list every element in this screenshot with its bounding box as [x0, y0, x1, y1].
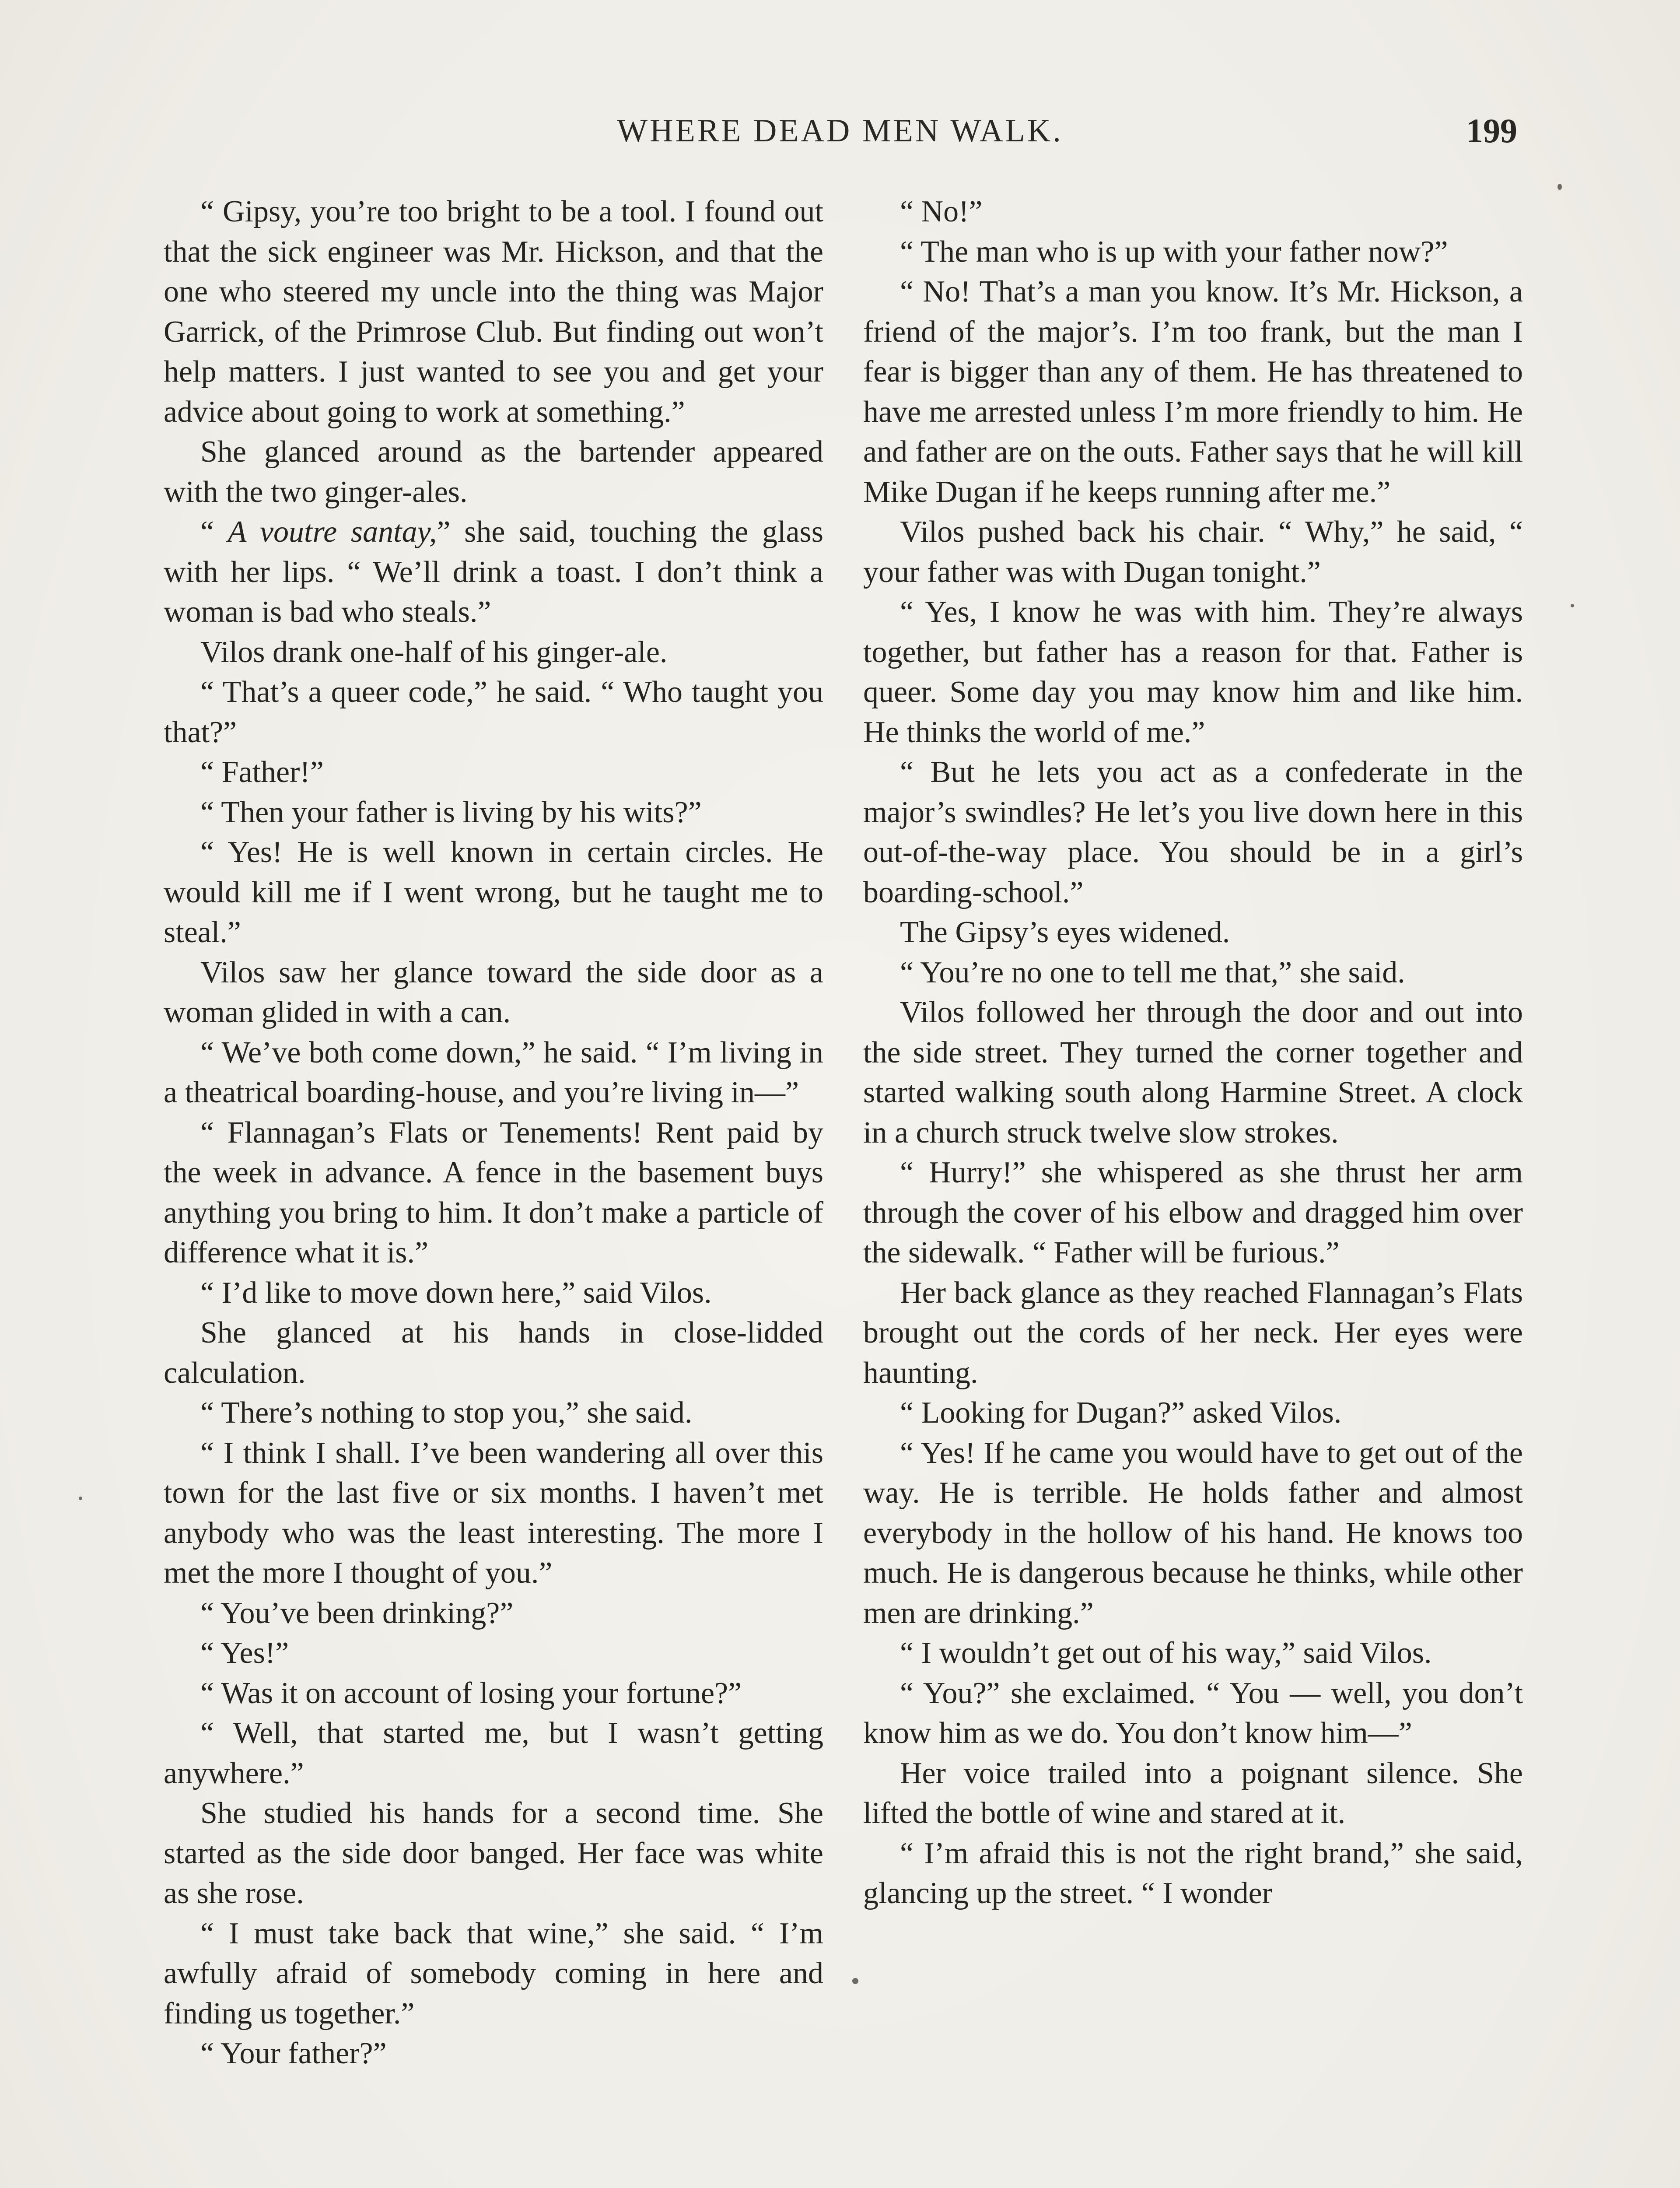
- running-title: WHERE DEAD MEN WALK.: [617, 113, 1063, 149]
- paragraph: “ I think I shall. I’ve been wandering all over this town for the last five or six months. I haven’t met anybody who was the least interesting. The more I met the more I thought of you.”: [164, 1436, 823, 1590]
- paragraph: “ A voutre santay,” she said, touching the glass with her lips. “ We’ll drink a toast. I don’t think a woman is bad who steals.”: [164, 515, 823, 629]
- paragraph: “ Yes! He is well known in certain circles. He would kill me if I went wrong, but he taught me to steal.”: [164, 835, 823, 949]
- right-column: [863, 192, 1523, 1914]
- paragraph: She glanced around as the bartender appeared with the two ginger-ales.: [164, 435, 823, 509]
- left-column: [164, 192, 823, 2074]
- paragraph: She glanced at his hands in close-lidded calculation.: [164, 1316, 823, 1390]
- page-number: 199: [1466, 112, 1517, 150]
- paragraph: The Gipsy’s eyes widened.: [900, 915, 1230, 949]
- paper-speck: [79, 1497, 82, 1500]
- paragraph: “ Yes!”: [200, 1636, 289, 1670]
- paper-speck: [852, 1978, 858, 1984]
- paragraph: Vilos saw her glance toward the side door as a woman glided in with a can.: [164, 955, 823, 1029]
- paragraph: “ Gipsy, you’re too bright to be a tool. I found out that the sick engineer was Mr. Hickson, and that the one who steered my uncle into the thing was Major Garrick, of the Primrose Club. But finding out won’t help matters. I just wanted to see you and get your advice about going to work at something.”: [164, 195, 823, 429]
- paragraph: “ I wouldn’t get out of his way,” said Vilos.: [900, 1636, 1432, 1670]
- paragraph: “ That’s a queer code,” he said. “ Who taught you that?”: [164, 675, 823, 749]
- paragraph: “ Hurry!” she whispered as she thrust her arm through the cover of his elbow and dragged him over the sidewalk. “ Father will be furious.”: [863, 1156, 1523, 1269]
- paper-speck: [1571, 604, 1574, 607]
- paragraph: “ You?” she exclaimed. “ You — well, you don’t know him as we do. You don’t know him—”: [863, 1676, 1523, 1750]
- paragraph: “ Then your father is living by his wits?”: [200, 795, 702, 829]
- paragraph: “ We’ve both come down,” he said. “ I’m living in a theatrical boarding-house, and you’re living in—”: [164, 1035, 823, 1109]
- paragraph: “ Flannagan’s Flats or Tenements! Rent paid by the week in advance. A fence in the basement buys anything you bring to him. It don’t make a particle of difference what it is.”: [164, 1115, 823, 1269]
- paragraph: She studied his hands for a second time. She started as the side door banged. Her face was white as she rose.: [164, 1796, 823, 1910]
- paragraph: Her back glance as they reached Flannagan’s Flats brought out the cords of her neck. Her eyes were haunting.: [863, 1276, 1523, 1390]
- paragraph: “ You’ve been drinking?”: [200, 1596, 514, 1630]
- paragraph: Vilos pushed back his chair. “ Why,” he said, “ your father was with Dugan tonight.”: [863, 515, 1523, 589]
- paper-speck: [1558, 184, 1562, 190]
- paragraph: “ No!”: [900, 195, 983, 228]
- paragraph: Vilos followed her through the door and out into the side street. They turned the corner together and started walking south along Harmine Street. A clock in a church struck twelve slow strokes.: [863, 996, 1523, 1150]
- paragraph: “ There’s nothing to stop you,” she said.: [200, 1396, 693, 1430]
- paragraph: “ Yes! If he came you would have to get out of the way. He is terrible. He holds father and almost everybody in the hollow of his hand. He knows too much. He is dangerous because he thinks, while other men are drinking.”: [863, 1436, 1523, 1630]
- paragraph: “ Looking for Dugan?” asked Vilos.: [900, 1396, 1342, 1430]
- paragraph: “ No! That’s a man you know. It’s Mr. Hickson, a friend of the major’s. I’m too frank, but the man I fear is bigger than any of them. He has threatened to have me arrested unless I’m more friendly to him. He and father are on the outs. Father says that he will kill Mike Dugan if he keeps running after me.”: [863, 275, 1523, 509]
- paragraph: “ The man who is up with your father now?”: [900, 235, 1448, 269]
- paragraph: “ I must take back that wine,” she said. “ I’m awfully afraid of somebody coming in here and finding us together.”: [164, 1916, 823, 2030]
- paragraph: Vilos drank one-half of his ginger-ale.: [200, 635, 668, 669]
- paragraph: “ But he lets you act as a confederate in the major’s swindles? He let’s you live down here in this out-of-the-way place. You should be in a girl’s boarding-school.”: [863, 755, 1523, 909]
- paragraph: “ Was it on account of losing your fortune?”: [200, 1676, 742, 1710]
- paragraph: “ You’re no one to tell me that,” she said.: [900, 955, 1405, 989]
- paragraph: “ Father!”: [200, 755, 324, 789]
- paragraph: “ I’m afraid this is not the right brand,” she said, glancing up the street. “ I wonder: [863, 1836, 1523, 1910]
- italic-phrase: A voutre santay,: [228, 515, 437, 549]
- paragraph: Her voice trailed into a poignant silence. She lifted the bottle of wine and stared at it.: [863, 1756, 1523, 1830]
- paragraph: “ Yes, I know he was with him. They’re always together, but father has a reason for that. Father is queer. Some day you may know him and like him. He thinks the world of me.”: [863, 595, 1523, 749]
- paragraph: “ I’d like to move down here,” said Vilos.: [200, 1276, 712, 1310]
- paragraph: “ Your father?”: [200, 2037, 387, 2070]
- paragraph: “ Well, that started me, but I wasn’t getting anywhere.”: [164, 1716, 823, 1790]
